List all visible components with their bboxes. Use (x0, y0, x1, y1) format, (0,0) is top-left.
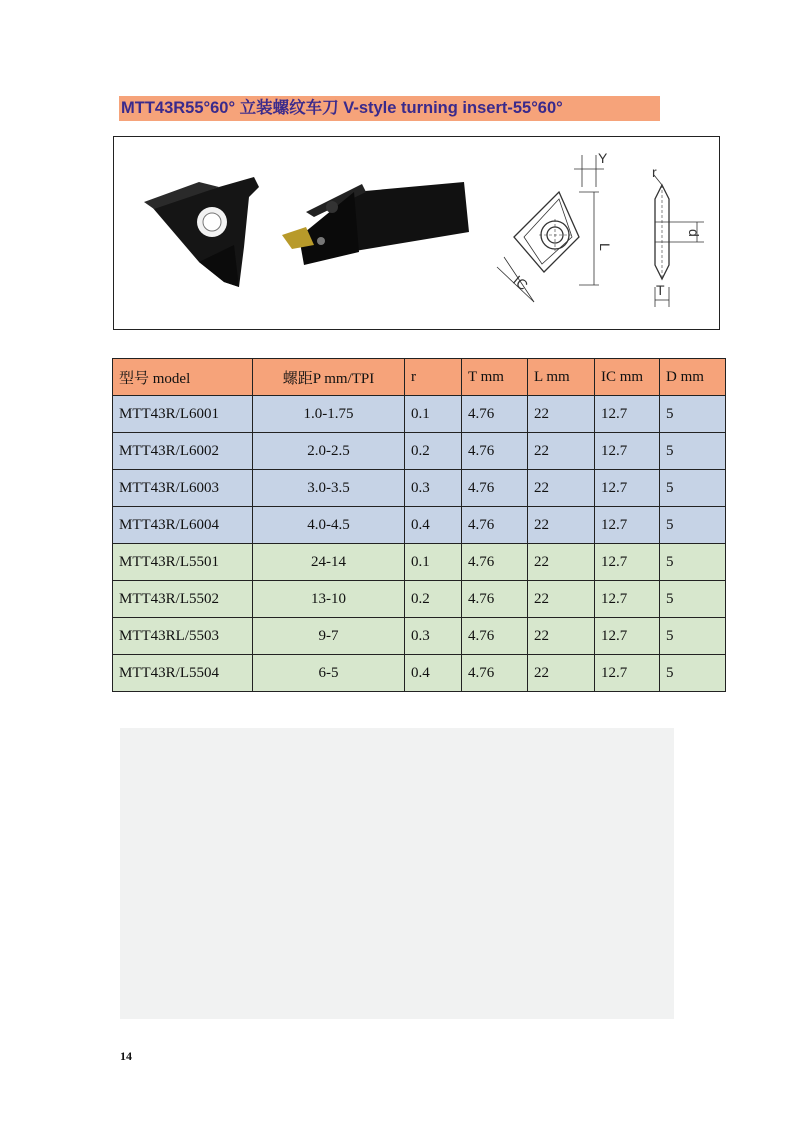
table-header-row (113, 359, 726, 396)
cell-ic: 12.7 (595, 470, 660, 507)
label-t: T (656, 282, 665, 298)
cell-model: MTT43RL/5503 (113, 618, 253, 655)
cell-d: 5 (660, 507, 726, 544)
cell-d: 5 (660, 544, 726, 581)
cell-l: 22 (528, 507, 595, 544)
cell-t: 4.76 (462, 618, 528, 655)
cell-t: 4.76 (462, 396, 528, 433)
cell-r: 0.4 (405, 507, 462, 544)
cell-ic: 12.7 (595, 581, 660, 618)
cell-model: MTT43R/L5501 (113, 544, 253, 581)
cell-model: MTT43R/L5502 (113, 581, 253, 618)
cell-pitch: 24-14 (253, 544, 405, 581)
cell-d: 5 (660, 470, 726, 507)
cell-pitch: 9-7 (253, 618, 405, 655)
cell-r: 0.1 (405, 396, 462, 433)
header-ic: IC mm (595, 359, 660, 396)
cell-d: 5 (660, 618, 726, 655)
table-row (113, 581, 726, 618)
table-row (113, 544, 726, 581)
cell-l: 22 (528, 655, 595, 692)
cell-t: 4.76 (462, 581, 528, 618)
insert-photo (144, 177, 259, 287)
cell-ic: 12.7 (595, 507, 660, 544)
cell-l: 22 (528, 544, 595, 581)
label-d: d (686, 229, 702, 237)
cell-model: MTT43R/L5504 (113, 655, 253, 692)
cell-ic: 12.7 (595, 396, 660, 433)
cell-pitch: 3.0-3.5 (253, 470, 405, 507)
label-ic: IC (510, 272, 532, 294)
cell-d: 5 (660, 433, 726, 470)
product-illustration (114, 137, 719, 329)
header-pitch: 螺距P mm/TPI (253, 359, 405, 396)
cell-r: 0.2 (405, 433, 462, 470)
cell-pitch: 1.0-1.75 (253, 396, 405, 433)
cell-l: 22 (528, 470, 595, 507)
label-l: L (597, 243, 613, 251)
cell-ic: 12.7 (595, 433, 660, 470)
cell-ic: 12.7 (595, 655, 660, 692)
cell-r: 0.3 (405, 470, 462, 507)
cell-d: 5 (660, 655, 726, 692)
cell-model: MTT43R/L6001 (113, 396, 253, 433)
cell-pitch: 6-5 (253, 655, 405, 692)
header-t: T mm (462, 359, 528, 396)
cell-d: 5 (660, 581, 726, 618)
label-r: r (652, 164, 657, 180)
cell-t: 4.76 (462, 470, 528, 507)
table-row (113, 618, 726, 655)
header-d: D mm (660, 359, 726, 396)
cell-l: 22 (528, 581, 595, 618)
header-model: 型号 model (113, 359, 253, 396)
cell-model: MTT43R/L6002 (113, 433, 253, 470)
cell-d: 5 (660, 396, 726, 433)
page-title: MTT43R55°60° 立装螺纹车刀 V-style turning insert-55°60° (121, 99, 563, 117)
table-row (113, 507, 726, 544)
table-row (113, 433, 726, 470)
tool-holder-photo (282, 182, 469, 265)
cell-pitch: 2.0-2.5 (253, 433, 405, 470)
header-l: L mm (528, 359, 595, 396)
blank-image-panel (120, 728, 674, 1019)
cell-l: 22 (528, 433, 595, 470)
cell-r: 0.3 (405, 618, 462, 655)
cell-r: 0.4 (405, 655, 462, 692)
title-bar (119, 96, 660, 121)
spec-table (112, 358, 726, 692)
page-number: 14 (120, 1049, 132, 1063)
cell-t: 4.76 (462, 544, 528, 581)
cell-r: 0.1 (405, 544, 462, 581)
product-figure (113, 136, 720, 330)
cell-pitch: 13-10 (253, 581, 405, 618)
cell-t: 4.76 (462, 655, 528, 692)
cell-t: 4.76 (462, 507, 528, 544)
cell-ic: 12.7 (595, 618, 660, 655)
cell-model: MTT43R/L6003 (113, 470, 253, 507)
table-row (113, 655, 726, 692)
cell-pitch: 4.0-4.5 (253, 507, 405, 544)
cell-l: 22 (528, 396, 595, 433)
cell-model: MTT43R/L6004 (113, 507, 253, 544)
header-r: r (405, 359, 462, 396)
cell-ic: 12.7 (595, 544, 660, 581)
cell-r: 0.2 (405, 581, 462, 618)
table-row (113, 470, 726, 507)
cell-t: 4.76 (462, 433, 528, 470)
label-y: Y (598, 150, 608, 166)
cell-l: 22 (528, 618, 595, 655)
table-row (113, 396, 726, 433)
